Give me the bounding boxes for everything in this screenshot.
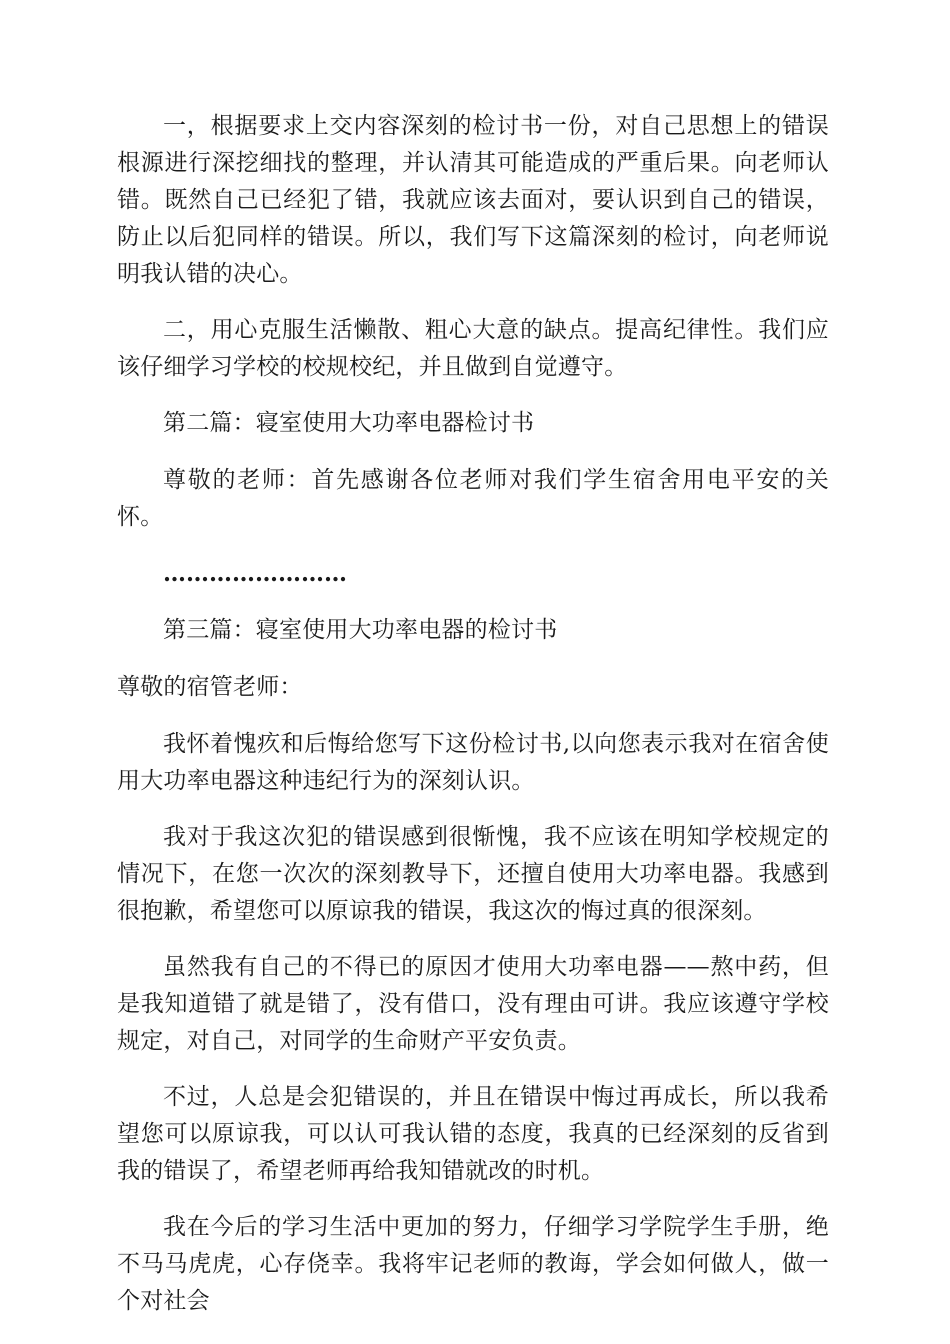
- paragraph-6: 不过，人总是会犯错误的，并且在错误中悔过再成长，所以我希望您可以原谅我，可以认可我认错的态度，我真的已经深刻的反省到我的错误了，希望老师再给我知错就改的时机。: [117, 1084, 829, 1184]
- paragraph-5: 虽然我有自己的不得已的原因才使用大功率电器——熬中药，但是我知道错了就是错了，没有借口，没有理由可讲。我应该遵守学校规定，对自己，对同学的生命财产平安负责。: [117, 954, 829, 1054]
- paragraph-2: 二，用心克服生活懒散、粗心大意的缺点。提高纪律性。我们应该仔细学习学校的校规校纪，并且做到自觉遵守。: [117, 317, 829, 380]
- ellipsis-separator: ……………………: [163, 560, 347, 587]
- paragraph-3: 我怀着愧疚和后悔给您写下这份检讨书,以向您表示我对在宿舍使用大功率电器这种违纪行为的深刻认识。: [117, 731, 829, 794]
- paragraph-4: 我对于我这次犯的错误感到很惭愧，我不应该在明知学校规定的情况下，在您一次次的深刻教导下，还擅自使用大功率电器。我感到很抱歉，希望您可以原谅我的错误，我这次的悔过真的很深刻。: [117, 824, 829, 924]
- paragraph-7: 我在今后的学习生活中更加的努力，仔细学习学院学生手册，绝不马马虎虎，心存侥幸。我将牢记老师的教诲，学会如何做人，做一个对社会: [117, 1214, 829, 1314]
- document-page: [117, 108, 829, 1339]
- section-title-2: 第二篇：寝室使用大功率电器检讨书: [163, 410, 535, 436]
- salutation: 尊敬的宿管老师：: [117, 674, 303, 700]
- section-title-3: 第三篇：寝室使用大功率电器的检讨书: [163, 617, 558, 643]
- paragraph-greeting-1: 尊敬的老师：首先感谢各位老师对我们学生宿舍用电平安的关怀。: [117, 467, 829, 530]
- paragraph-1: 一，根据要求上交内容深刻的检讨书一份，对自己思想上的错误根源进行深挖细找的整理，并认清其可能造成的严重后果。向老师认错。既然自己已经犯了错，我就应该去面对，要认识到自己的错误，防止以后犯同样的错误。所以，我们写下这篇深刻的检讨，向老师说明我认错的决心。: [117, 113, 829, 287]
